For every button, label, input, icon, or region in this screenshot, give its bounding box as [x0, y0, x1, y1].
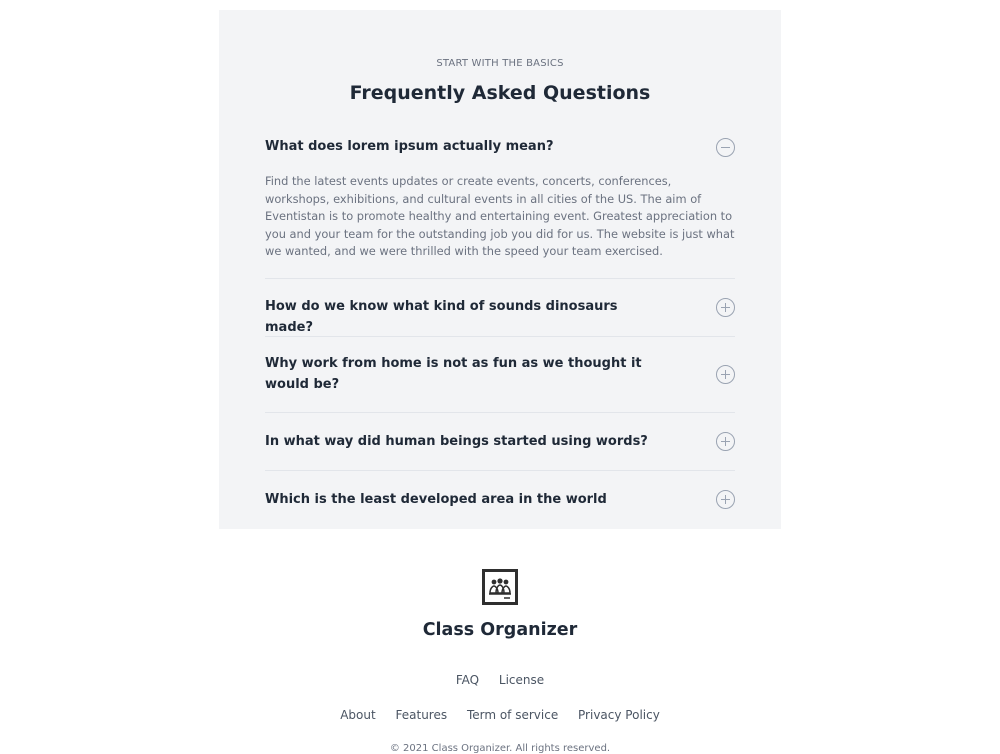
brand-name: Class Organizer	[422, 620, 578, 640]
plus-circle-icon[interactable]	[716, 365, 735, 384]
footer-link-about[interactable]: About	[340, 708, 376, 722]
footer-primary-links	[0, 673, 1000, 687]
faq-item-1[interactable]	[265, 132, 735, 279]
faq-item-5[interactable]	[265, 471, 735, 529]
copyright: © 2021 Class Organizer. All rights reserved.	[389, 743, 611, 754]
faq-item-2[interactable]	[265, 279, 735, 337]
footer-secondary-links	[0, 708, 1000, 722]
plus-circle-icon[interactable]	[716, 298, 735, 317]
footer-link-features[interactable]: Features	[395, 708, 448, 722]
footer-link-terms[interactable]: Term of service	[466, 708, 559, 722]
footer-link-faq[interactable]: FAQ	[455, 673, 480, 687]
faq-title: Frequently Asked Questions	[349, 82, 651, 104]
minus-circle-icon[interactable]	[716, 138, 735, 157]
footer-link-license[interactable]: License	[498, 673, 545, 687]
plus-circle-icon[interactable]	[716, 432, 735, 451]
faq-question[interactable]: Which is the least developed area in the world	[265, 492, 607, 507]
faq-answer: Find the latest events updates or create events, concerts, conferences, workshops, exhibitions, and cultural events in all cities of the US. The aim of Eventistan is to promote healthy and entertaining event. Greatest appreciation to you and your team for the outstanding job you did for us. The website is just what we wanted, and we were thrilled with the speed your team exercised.	[265, 174, 735, 258]
faq-question[interactable]: How do we know what kind of sounds dinosaurs made?	[265, 299, 618, 335]
faq-item-3[interactable]	[265, 337, 735, 413]
plus-circle-icon[interactable]	[716, 490, 735, 509]
classroom-group-icon[interactable]	[482, 569, 518, 605]
footer-link-privacy[interactable]: Privacy Policy	[578, 708, 660, 722]
faq-question[interactable]: What does lorem ipsum actually mean?	[265, 139, 554, 154]
faq-question[interactable]: In what way did human beings started using words?	[265, 434, 648, 449]
faq-section	[219, 10, 781, 529]
faq-item-4[interactable]	[265, 413, 735, 471]
faq-question[interactable]: Why work from home is not as fun as we thought it would be?	[265, 356, 642, 392]
faq-eyebrow: START WITH THE BASICS	[436, 58, 564, 69]
